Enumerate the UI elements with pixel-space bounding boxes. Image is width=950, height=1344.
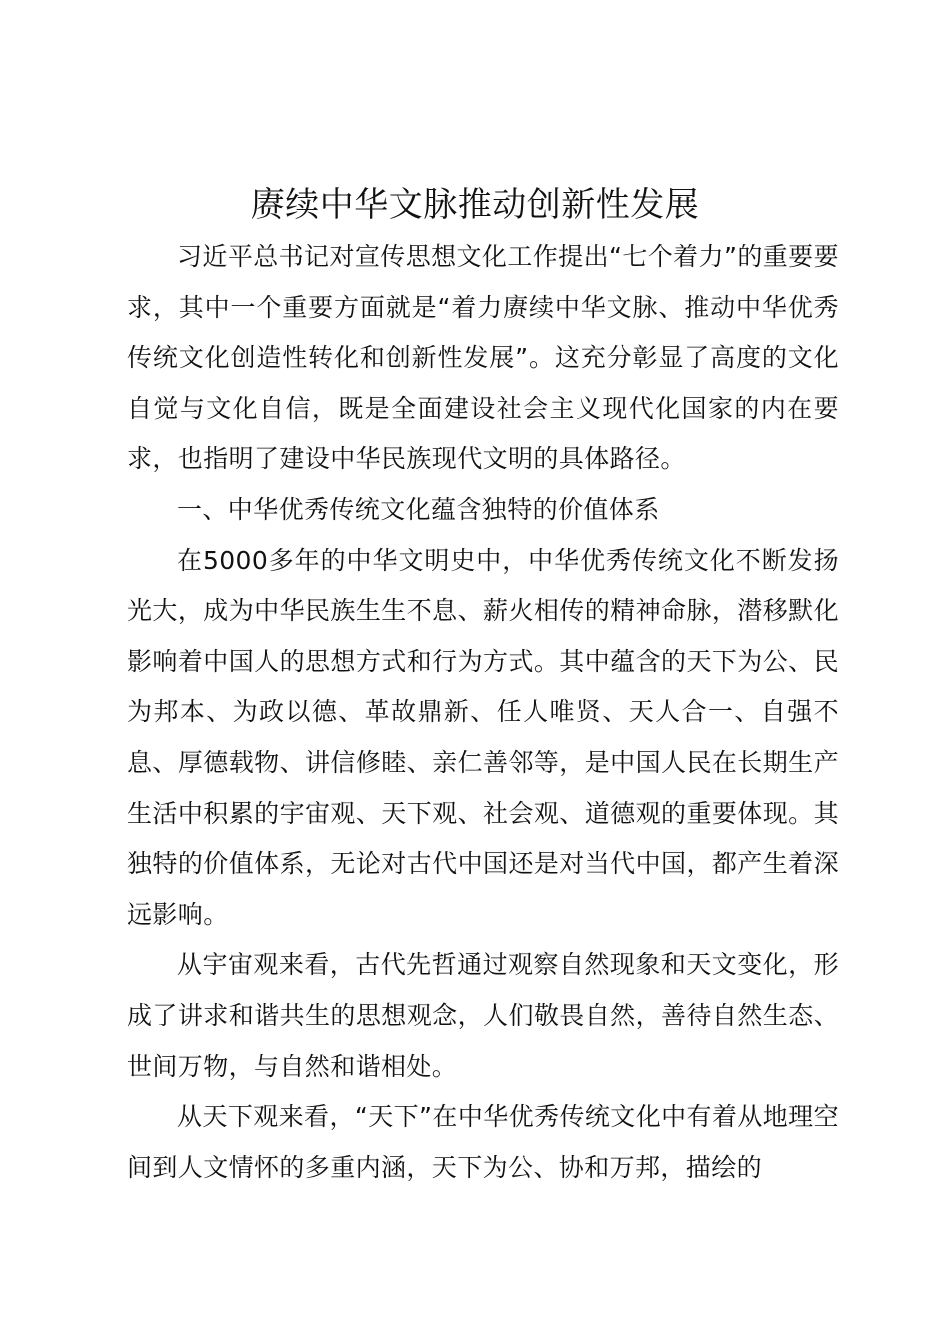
history-paragraph: 在5000多年的中华文明史中，中华优秀传统文化不断发扬光大，成为中华民族生生不息、薪火相传的精神命脉，潜移默化影响着中国人的思想方式和行为方式。其中蕴含的天下为公、民为邦本、为政以德、革故鼎新、任人唯贤、天人合一、自强不息、厚德载物、讲信修睦、亲仁善邻等，是中国人民在长期生产生活中积累的宇宙观、天下观、社会观、道德观的重要体现。其独特的价值体系，无论对古代中国还是对当代中国，都产生着深远影响。 — [127, 545, 839, 929]
document-title: 赓续中华文脉推动创新性发展 — [250, 185, 700, 225]
worldview-paragraph: 从天下观来看，“天下”在中华优秀传统文化中有着从地理空间到人文情怀的多重内涵，天下为公、协和万邦，描绘的 — [127, 1102, 839, 1182]
document-body — [127, 232, 839, 1193]
cosmology-paragraph: 从宇宙观来看，古代先哲通过观察自然现象和天文变化，形成了讲求和谐共生的思想观念，人们敬畏自然，善待自然生态、世间万物，与自然和谐相处。 — [127, 950, 839, 1081]
section-heading: 一、中华优秀传统文化蕴含独特的价值体系 — [177, 494, 660, 524]
intro-paragraph: 习近平总书记对宣传思想文化工作提出“七个着力”的重要要求，其中一个重要方面就是“着力赓续中华文脉、推动中华优秀传统文化创造性转化和创新性发展”。这充分彰显了高度的文化自觉与文化自信，既是全面建设社会主义现代化国家的内在要求，也指明了建设中华民族现代文明的具体路径。 — [127, 242, 839, 474]
